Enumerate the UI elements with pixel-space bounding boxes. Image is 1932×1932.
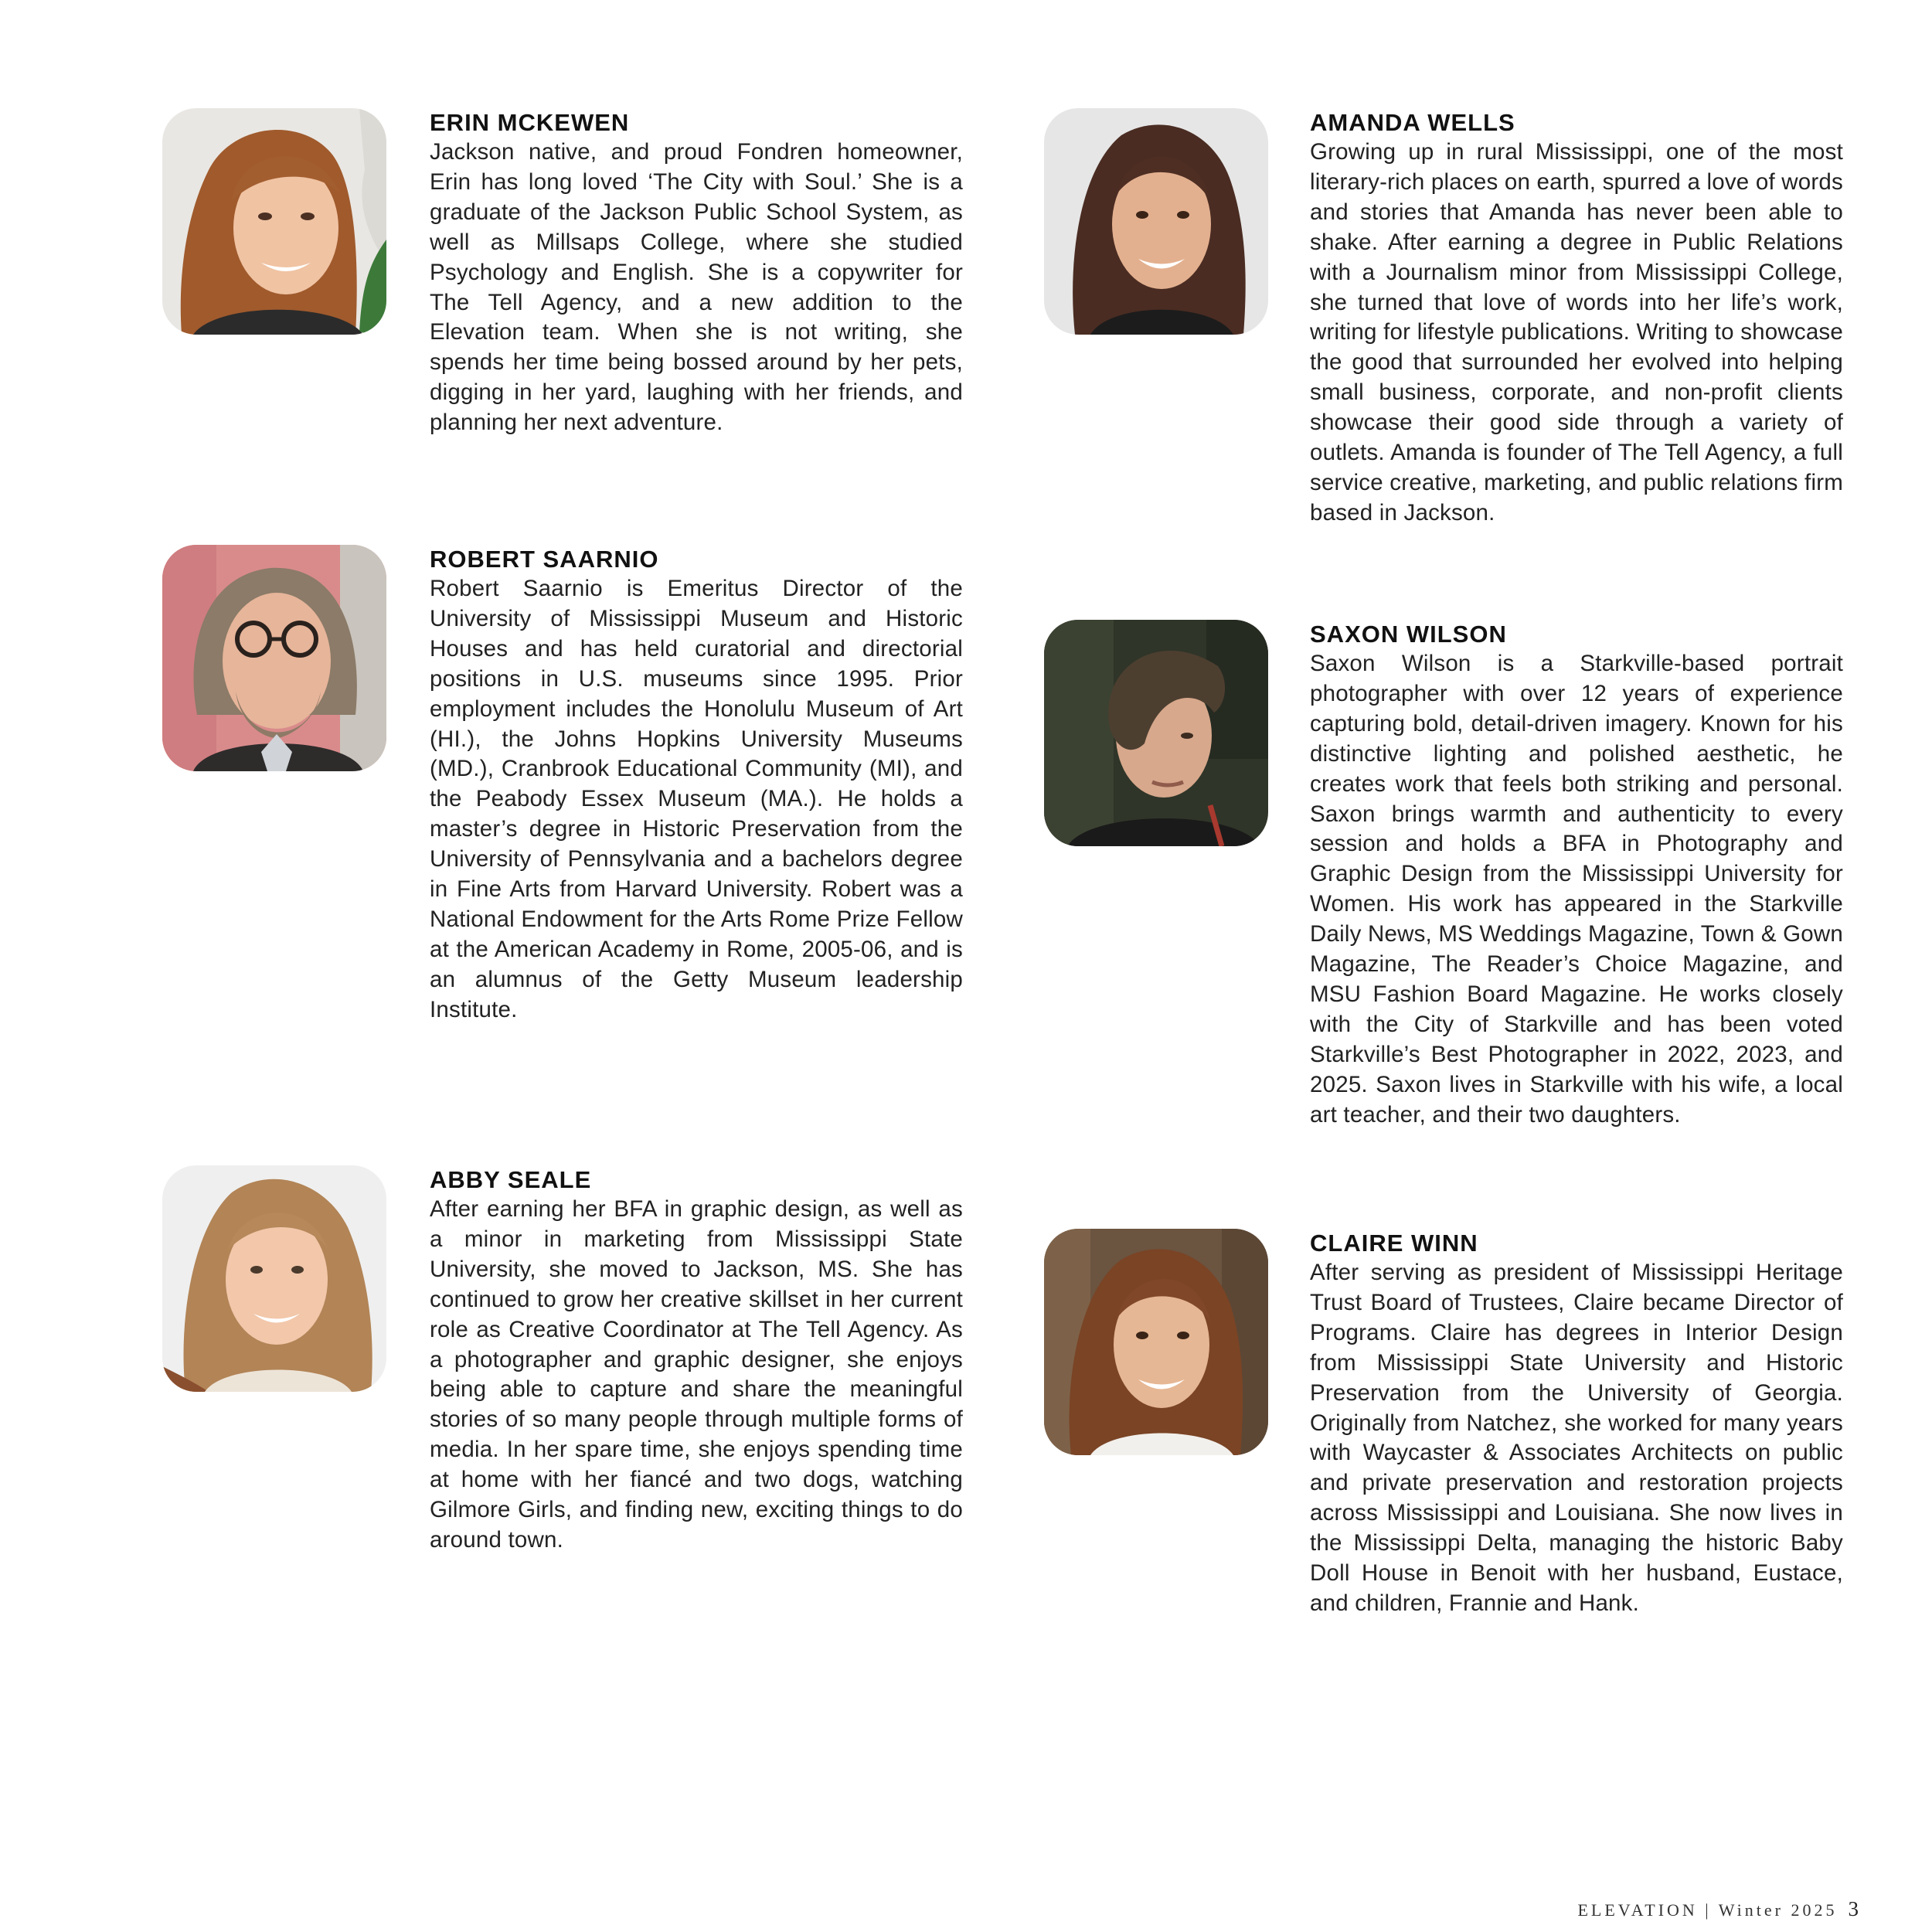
portrait-claire-winn [1044, 1229, 1268, 1455]
portrait-saxon-image [1044, 620, 1268, 846]
bio-text: Saxon Wilson is a Starkville-based portrait photographer with over 12 years of experience capturing bold, detail-driven imagery. Known for his distinctive lighting and polished aesthetic, he creates work that feels both striking and personal. Saxon brings warmth and authenticity to every session and holds a BFA in Photography and Graphic Design from the Mississippi University for Women. His work has appeared in the Starkville Daily News, MS Weddings Magazine, Town & Gown Magazine, The Reader’s Choice Magazine, and MSU Fashion Board Magazine. He works closely with the City of Starkville and has been voted Starkville’s Best Photographer in 2022, 2023, and 2025. Saxon lives in Starkville with his wife, a local art teacher, and their two daughters. [1310, 651, 1843, 1128]
bio-text: After serving as president of Mississippi Heritage Trust Board of Trustees, Claire became Director of Programs. Claire has degrees in Interior Design from Mississippi State University and Historic Preservation from the University of Georgia. Originally from Natchez, she worked for many years with Waycaster & Associates Architects on public and private preservation and restoration projects across Mississippi and Louisiana. She now lives in the Mississippi Delta, managing the historic Baby Doll House in Benoit with her husband, Eustace, and children, Frannie and Hank. [1310, 1260, 1843, 1616]
portrait-robert-saarnio [162, 545, 386, 771]
bio-text: Growing up in rural Mississippi, one of the most literary-rich places on earth, spurred a love of words and stories that Amanda has never been able to shake. After earning a degree in Public Relations with a Journalism minor from Mississippi College, she turned that love of words into her life’s work, writing for lifestyle publications. Writing to showcase the good that surrounded her evolved into helping small business, corporate, and non-profit clients showcase their good side through a variety of outlets. Amanda is founder of The Tell Agency, a full service creative, marketing, and public relations firm based in Jackson. [1310, 139, 1843, 526]
bio-amanda-wells [1310, 108, 1843, 529]
portrait-erin-mckewen [162, 108, 386, 335]
portrait-claire-image [1044, 1229, 1268, 1455]
bio-name: AMANDA WELLS [1310, 109, 1515, 136]
bio-name: SAXON WILSON [1310, 621, 1507, 648]
bio-claire-winn [1310, 1229, 1843, 1619]
bio-abby-seale [430, 1165, 963, 1556]
portrait-abby-image [162, 1165, 386, 1392]
page-footer [1577, 1897, 1859, 1921]
bio-robert-saarnio [430, 545, 963, 1026]
bio-erin-mckewen [430, 108, 963, 438]
footer-publication: ELEVATION | Winter 2025 [1577, 1900, 1838, 1920]
bio-text: After earning her BFA in graphic design, as well as a minor in marketing from Mississippi State University, she moved to Jackson, MS. She has continued to grow her creative skillset in her current role as Creative Coordinator at The Tell Agency. As a photographer and graphic designer, she enjoys being able to capture and share the meaningful stories of so many people through multiple forms of media. In her spare time, she enjoys spending time at home with her fiancé and two dogs, watching Gilmore Girls, and finding new, exciting things to do around town. [430, 1196, 963, 1553]
bio-name: ERIN MCKEWEN [430, 109, 630, 136]
bio-text: Jackson native, and proud Fondren homeowner, Erin has long loved ‘The City with Soul.’ She is a graduate of the Jackson Public School System, as well as Millsaps College, where she studied Psychology and English. She is a copywriter for The Tell Agency, and a new addition to the Elevation team. When she is not writing, she spends her time being bossed around by her pets, digging in her yard, laughing with her friends, and planning her next adventure. [430, 139, 963, 436]
portrait-saxon-wilson [1044, 620, 1268, 846]
portrait-robert-image [162, 545, 386, 771]
bio-text: Robert Saarnio is Emeritus Director of the University of Mississippi Museum and Historic Houses and has held curatorial and directorial positions in U.S. museums since 1995. Prior employment includes the Honolulu Museum of Art (HI.), the Johns Hopkins University Museums (MD.), Cranbrook Educational Community (MI), and the Peabody Essex Museum (MA.). He holds a master’s degree in Historic Preservation from the University of Pennsylvania and a bachelors degree in Fine Arts from Harvard University. Robert was a National Endowment for the Arts Rome Prize Fellow at the American Academy in Rome, 2005-06, and is an alumnus of the Getty Museum leadership Institute. [430, 576, 963, 1022]
bio-name: ABBY SEALE [430, 1166, 592, 1193]
portrait-amanda-wells [1044, 108, 1268, 335]
page-number: 3 [1848, 1897, 1859, 1920]
bio-name: ROBERT SAARNIO [430, 546, 659, 573]
bio-saxon-wilson [1310, 620, 1843, 1131]
bio-name: CLAIRE WINN [1310, 1230, 1478, 1257]
portrait-abby-seale [162, 1165, 386, 1392]
portrait-erin-image [162, 108, 386, 335]
portrait-amanda-image [1044, 108, 1268, 335]
